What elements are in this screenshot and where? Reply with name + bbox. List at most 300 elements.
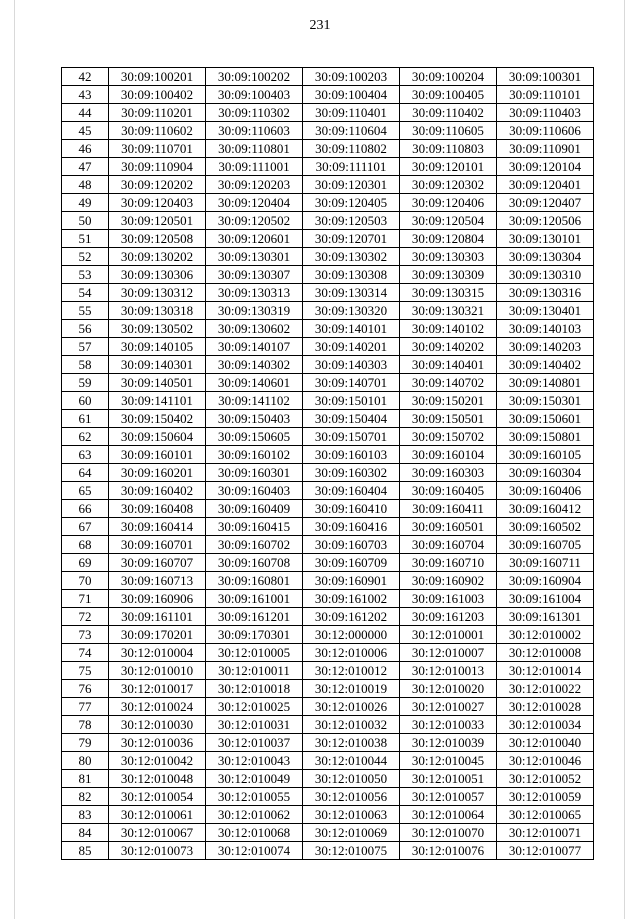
cadastral-code-cell: 30:12:010048: [109, 770, 206, 788]
cadastral-code-cell: 30:12:010028: [497, 698, 594, 716]
cadastral-code-cell: 30:09:120403: [109, 194, 206, 212]
row-number-cell: 51: [62, 230, 109, 248]
cadastral-code-cell: 30:12:010031: [206, 716, 303, 734]
table-row: [62, 122, 594, 140]
cadastral-code-cell: 30:09:111001: [206, 158, 303, 176]
cadastral-code-cell: 30:09:110803: [400, 140, 497, 158]
cadastral-code-cell: 30:12:010069: [303, 824, 400, 842]
cadastral-code-cell: 30:09:160304: [497, 464, 594, 482]
cadastral-code-cell: 30:09:120502: [206, 212, 303, 230]
table-row: [62, 464, 594, 482]
cadastral-code-cell: 30:09:120504: [400, 212, 497, 230]
cadastral-code-cell: 30:09:160704: [400, 536, 497, 554]
cadastral-code-cell: 30:12:010070: [400, 824, 497, 842]
cadastral-code-cell: 30:09:130304: [497, 248, 594, 266]
cadastral-code-cell: 30:09:110603: [206, 122, 303, 140]
table-row: [62, 68, 594, 86]
cadastral-code-cell: 30:12:010013: [400, 662, 497, 680]
cadastral-code-cell: 30:12:010057: [400, 788, 497, 806]
cadastral-code-cell: 30:09:160711: [497, 554, 594, 572]
cadastral-code-cell: 30:09:140801: [497, 374, 594, 392]
row-number-cell: 78: [62, 716, 109, 734]
cadastral-code-cell: 30:12:010065: [497, 806, 594, 824]
row-number-cell: 66: [62, 500, 109, 518]
cadastral-code-cell: 30:09:130314: [303, 284, 400, 302]
table-row: [62, 302, 594, 320]
cadastral-code-cell: 30:09:140401: [400, 356, 497, 374]
table-row: [62, 140, 594, 158]
cadastral-code-cell: 30:09:110701: [109, 140, 206, 158]
cadastral-code-cell: 30:12:010004: [109, 644, 206, 662]
row-number-cell: 65: [62, 482, 109, 500]
table-row: [62, 266, 594, 284]
cadastral-code-cell: 30:09:150404: [303, 410, 400, 428]
row-number-cell: 73: [62, 626, 109, 644]
cadastral-code-cell: 30:09:130306: [109, 266, 206, 284]
cadastral-code-cell: 30:09:130309: [400, 266, 497, 284]
cadastral-code-cell: 30:09:160411: [400, 500, 497, 518]
cadastral-code-cell: 30:09:140701: [303, 374, 400, 392]
table-row: [62, 356, 594, 374]
cadastral-code-cell: 30:12:010017: [109, 680, 206, 698]
cadastral-code-cell: 30:12:010062: [206, 806, 303, 824]
row-number-cell: 60: [62, 392, 109, 410]
row-number-cell: 55: [62, 302, 109, 320]
row-number-cell: 85: [62, 842, 109, 860]
cadastral-code-cell: 30:09:120701: [303, 230, 400, 248]
table-row: [62, 482, 594, 500]
cadastral-code-cell: 30:09:140202: [400, 338, 497, 356]
cadastral-code-cell: 30:09:110402: [400, 104, 497, 122]
cadastral-code-cell: 30:12:010063: [303, 806, 400, 824]
cadastral-code-cell: 30:09:100402: [109, 86, 206, 104]
cadastral-code-cell: 30:12:010039: [400, 734, 497, 752]
cadastral-code-cell: 30:09:130312: [109, 284, 206, 302]
cadastral-code-cell: 30:09:140105: [109, 338, 206, 356]
cadastral-code-cell: 30:09:111101: [303, 158, 400, 176]
cadastral-code-cell: 30:12:010033: [400, 716, 497, 734]
cadastral-code-cell: 30:09:160901: [303, 572, 400, 590]
row-number-cell: 57: [62, 338, 109, 356]
cadastral-code-cell: 30:09:161203: [400, 608, 497, 626]
cadastral-code-cell: 30:12:010076: [400, 842, 497, 860]
table-row: [62, 86, 594, 104]
cadastral-code-cell: 30:09:160406: [497, 482, 594, 500]
table-row: [62, 374, 594, 392]
cadastral-code-cell: 30:12:010075: [303, 842, 400, 860]
cadastral-code-cell: 30:12:010052: [497, 770, 594, 788]
cadastral-code-cell: 30:09:130318: [109, 302, 206, 320]
cadastral-code-cell: 30:09:130202: [109, 248, 206, 266]
cadastral-code-cell: 30:12:010077: [497, 842, 594, 860]
cadastral-code-cell: 30:09:160402: [109, 482, 206, 500]
cadastral-code-cell: 30:09:130307: [206, 266, 303, 284]
cadastral-code-cell: 30:09:100202: [206, 68, 303, 86]
cadastral-code-cell: 30:09:160710: [400, 554, 497, 572]
cadastral-code-cell: 30:12:010030: [109, 716, 206, 734]
cadastral-code-cell: 30:09:160414: [109, 518, 206, 536]
cadastral-code-cell: 30:12:010037: [206, 734, 303, 752]
cadastral-code-cell: 30:12:010046: [497, 752, 594, 770]
cadastral-code-cell: 30:09:100204: [400, 68, 497, 86]
cadastral-code-cell: 30:12:010001: [400, 626, 497, 644]
table-row: [62, 734, 594, 752]
table-row: [62, 590, 594, 608]
cadastral-code-cell: 30:09:150301: [497, 392, 594, 410]
table-row: [62, 806, 594, 824]
table-row: [62, 500, 594, 518]
cadastral-code-cell: 30:09:170201: [109, 626, 206, 644]
page-number: 231: [309, 18, 331, 33]
cadastral-code-cell: 30:09:160405: [400, 482, 497, 500]
cadastral-code-cell: 30:12:010022: [497, 680, 594, 698]
cadastral-code-cell: 30:09:160410: [303, 500, 400, 518]
table-row: [62, 194, 594, 212]
table-row: [62, 554, 594, 572]
cadastral-code-cell: 30:12:010045: [400, 752, 497, 770]
cadastral-code-cell: 30:09:160201: [109, 464, 206, 482]
cadastral-code-cell: 30:09:140201: [303, 338, 400, 356]
cadastral-code-cell: 30:09:160408: [109, 500, 206, 518]
cadastral-code-cell: 30:09:130602: [206, 320, 303, 338]
cadastral-code-cell: 30:12:010019: [303, 680, 400, 698]
cadastral-code-cell: 30:09:130319: [206, 302, 303, 320]
cadastral-code-cell: 30:09:150605: [206, 428, 303, 446]
cadastral-code-cell: 30:09:110901: [497, 140, 594, 158]
cadastral-code-cell: 30:09:120601: [206, 230, 303, 248]
cadastral-code-cell: 30:09:161202: [303, 608, 400, 626]
row-number-cell: 81: [62, 770, 109, 788]
row-number-cell: 62: [62, 428, 109, 446]
row-number-cell: 64: [62, 464, 109, 482]
row-number-cell: 72: [62, 608, 109, 626]
cadastral-code-cell: 30:09:130320: [303, 302, 400, 320]
cadastral-code-cell: 30:12:010056: [303, 788, 400, 806]
row-number-cell: 45: [62, 122, 109, 140]
cadastral-code-cell: 30:09:100301: [497, 68, 594, 86]
cadastral-code-cell: 30:09:130303: [400, 248, 497, 266]
cadastral-code-cell: 30:09:130321: [400, 302, 497, 320]
cadastral-code-cell: 30:09:161301: [497, 608, 594, 626]
cadastral-code-cell: 30:09:140107: [206, 338, 303, 356]
cadastral-table-container: [61, 67, 594, 860]
cadastral-code-cell: 30:09:110904: [109, 158, 206, 176]
scan-edge-mark: [14, 0, 15, 919]
cadastral-code-cell: 30:12:010051: [400, 770, 497, 788]
cadastral-code-cell: 30:09:140702: [400, 374, 497, 392]
cadastral-code-cell: 30:09:130315: [400, 284, 497, 302]
cadastral-code-cell: 30:09:120302: [400, 176, 497, 194]
row-number-cell: 67: [62, 518, 109, 536]
table-row: [62, 536, 594, 554]
cadastral-code-cell: 30:12:010043: [206, 752, 303, 770]
cadastral-code-cell: 30:12:000000: [303, 626, 400, 644]
row-number-cell: 79: [62, 734, 109, 752]
cadastral-code-cell: 30:09:110802: [303, 140, 400, 158]
cadastral-code-cell: 30:09:160104: [400, 446, 497, 464]
cadastral-code-cell: 30:09:130308: [303, 266, 400, 284]
row-number-cell: 76: [62, 680, 109, 698]
row-number-cell: 48: [62, 176, 109, 194]
cadastral-code-cell: 30:12:010032: [303, 716, 400, 734]
scan-edge-mark: [624, 0, 625, 919]
cadastral-code-cell: 30:09:160902: [400, 572, 497, 590]
row-number-cell: 47: [62, 158, 109, 176]
cadastral-code-cell: 30:09:160904: [497, 572, 594, 590]
cadastral-code-cell: 30:09:120405: [303, 194, 400, 212]
table-row: [62, 626, 594, 644]
cadastral-code-cell: 30:09:120203: [206, 176, 303, 194]
cadastral-code-cell: 30:09:130301: [206, 248, 303, 266]
cadastral-code-cell: 30:09:110605: [400, 122, 497, 140]
cadastral-code-cell: 30:12:010067: [109, 824, 206, 842]
cadastral-code-cell: 30:09:150403: [206, 410, 303, 428]
table-row: [62, 770, 594, 788]
table-row: [62, 338, 594, 356]
row-number-cell: 42: [62, 68, 109, 86]
cadastral-code-cell: 30:09:160101: [109, 446, 206, 464]
cadastral-code-cell: 30:09:160404: [303, 482, 400, 500]
cadastral-code-cell: 30:12:010006: [303, 644, 400, 662]
cadastral-code-cell: 30:12:010020: [400, 680, 497, 698]
cadastral-code-cell: 30:09:140101: [303, 320, 400, 338]
cadastral-code-cell: 30:12:010005: [206, 644, 303, 662]
cadastral-code-cell: 30:12:010011: [206, 662, 303, 680]
row-number-cell: 46: [62, 140, 109, 158]
cadastral-code-cell: 30:09:130316: [497, 284, 594, 302]
cadastral-code-cell: 30:12:010059: [497, 788, 594, 806]
cadastral-code-cell: 30:09:161002: [303, 590, 400, 608]
row-number-cell: 82: [62, 788, 109, 806]
cadastral-code-cell: 30:12:010061: [109, 806, 206, 824]
cadastral-code-cell: 30:09:150101: [303, 392, 400, 410]
row-number-cell: 50: [62, 212, 109, 230]
cadastral-code-cell: 30:09:150501: [400, 410, 497, 428]
cadastral-code-cell: 30:09:160415: [206, 518, 303, 536]
cadastral-code-cell: 30:09:160707: [109, 554, 206, 572]
table-row: [62, 104, 594, 122]
cadastral-code-cell: 30:09:140601: [206, 374, 303, 392]
row-number-cell: 75: [62, 662, 109, 680]
cadastral-code-cell: 30:09:160703: [303, 536, 400, 554]
row-number-cell: 68: [62, 536, 109, 554]
cadastral-code-cell: 30:09:110602: [109, 122, 206, 140]
cadastral-code-cell: 30:12:010044: [303, 752, 400, 770]
row-number-cell: 61: [62, 410, 109, 428]
row-number-cell: 49: [62, 194, 109, 212]
cadastral-code-cell: 30:09:141101: [109, 392, 206, 410]
cadastral-code-cell: 30:12:010026: [303, 698, 400, 716]
table-row: [62, 824, 594, 842]
row-number-cell: 77: [62, 698, 109, 716]
cadastral-code-cell: 30:09:130302: [303, 248, 400, 266]
cadastral-code-cell: 30:09:120804: [400, 230, 497, 248]
cadastral-code-cell: 30:09:120104: [497, 158, 594, 176]
cadastral-code-cell: 30:09:110606: [497, 122, 594, 140]
cadastral-code-cell: 30:09:140301: [109, 356, 206, 374]
cadastral-code-cell: 30:09:160301: [206, 464, 303, 482]
cadastral-code-cell: 30:09:160303: [400, 464, 497, 482]
cadastral-code-cell: 30:12:010040: [497, 734, 594, 752]
table-row: [62, 752, 594, 770]
cadastral-code-cell: 30:12:010068: [206, 824, 303, 842]
cadastral-code-cell: 30:12:010010: [109, 662, 206, 680]
cadastral-code-cell: 30:09:110604: [303, 122, 400, 140]
table-row: [62, 320, 594, 338]
cadastral-code-cell: 30:09:120407: [497, 194, 594, 212]
cadastral-code-cell: 30:09:150201: [400, 392, 497, 410]
table-row: [62, 662, 594, 680]
table-row: [62, 644, 594, 662]
cadastral-code-cell: 30:09:130313: [206, 284, 303, 302]
cadastral-code-cell: 30:09:161201: [206, 608, 303, 626]
cadastral-code-cell: 30:12:010071: [497, 824, 594, 842]
cadastral-code-cell: 30:12:010034: [497, 716, 594, 734]
cadastral-code-cell: 30:09:160713: [109, 572, 206, 590]
cadastral-code-cell: 30:09:120404: [206, 194, 303, 212]
cadastral-code-cell: 30:09:130101: [497, 230, 594, 248]
cadastral-code-cell: 30:09:120202: [109, 176, 206, 194]
row-number-cell: 80: [62, 752, 109, 770]
cadastral-code-cell: 30:09:120501: [109, 212, 206, 230]
table-row: [62, 716, 594, 734]
cadastral-code-cell: 30:12:010036: [109, 734, 206, 752]
cadastral-code-cell: 30:09:161003: [400, 590, 497, 608]
row-number-cell: 56: [62, 320, 109, 338]
cadastral-code-cell: 30:09:160403: [206, 482, 303, 500]
table-row: [62, 698, 594, 716]
row-number-cell: 83: [62, 806, 109, 824]
cadastral-code-cell: 30:09:170301: [206, 626, 303, 644]
cadastral-code-cell: 30:09:150604: [109, 428, 206, 446]
cadastral-code-cell: 30:09:120506: [497, 212, 594, 230]
row-number-cell: 54: [62, 284, 109, 302]
cadastral-code-cell: 30:09:161101: [109, 608, 206, 626]
cadastral-code-cell: 30:09:140203: [497, 338, 594, 356]
table-row: [62, 248, 594, 266]
cadastral-code-cell: 30:09:120401: [497, 176, 594, 194]
cadastral-code-cell: 30:09:160102: [206, 446, 303, 464]
table-row: [62, 212, 594, 230]
cadastral-code-cell: 30:12:010012: [303, 662, 400, 680]
cadastral-code-cell: 30:09:120406: [400, 194, 497, 212]
table-row: [62, 158, 594, 176]
cadastral-code-cell: 30:09:120301: [303, 176, 400, 194]
cadastral-code-cell: 30:09:160502: [497, 518, 594, 536]
cadastral-code-cell: 30:09:100201: [109, 68, 206, 86]
cadastral-code-cell: 30:09:100203: [303, 68, 400, 86]
cadastral-code-cell: 30:09:150601: [497, 410, 594, 428]
cadastral-code-cell: 30:09:120101: [400, 158, 497, 176]
row-number-cell: 53: [62, 266, 109, 284]
cadastral-code-cell: 30:09:100404: [303, 86, 400, 104]
cadastral-code-cell: 30:09:120503: [303, 212, 400, 230]
cadastral-code-cell: 30:12:010073: [109, 842, 206, 860]
cadastral-code-cell: 30:09:160302: [303, 464, 400, 482]
table-row: [62, 392, 594, 410]
cadastral-code-cell: 30:09:160702: [206, 536, 303, 554]
cadastral-code-cell: 30:12:010042: [109, 752, 206, 770]
cadastral-code-cell: 30:09:160708: [206, 554, 303, 572]
table-row: [62, 608, 594, 626]
cadastral-code-cell: 30:09:140402: [497, 356, 594, 374]
cadastral-code-cell: 30:12:010054: [109, 788, 206, 806]
row-number-cell: 70: [62, 572, 109, 590]
cadastral-code-cell: 30:09:130502: [109, 320, 206, 338]
cadastral-code-cell: 30:09:150702: [400, 428, 497, 446]
cadastral-code-cell: 30:09:160409: [206, 500, 303, 518]
row-number-cell: 59: [62, 374, 109, 392]
cadastral-code-cell: 30:12:010049: [206, 770, 303, 788]
cadastral-code-cell: 30:09:160103: [303, 446, 400, 464]
cadastral-code-cell: 30:09:161004: [497, 590, 594, 608]
cadastral-code-cell: 30:09:140303: [303, 356, 400, 374]
cadastral-code-cell: 30:09:110403: [497, 104, 594, 122]
cadastral-code-cell: 30:12:010002: [497, 626, 594, 644]
row-number-cell: 71: [62, 590, 109, 608]
cadastral-code-cell: 30:09:150701: [303, 428, 400, 446]
row-number-cell: 58: [62, 356, 109, 374]
table-row: [62, 518, 594, 536]
cadastral-code-cell: 30:09:160801: [206, 572, 303, 590]
cadastral-code-cell: 30:12:010007: [400, 644, 497, 662]
cadastral-code-cell: 30:09:140302: [206, 356, 303, 374]
row-number-cell: 84: [62, 824, 109, 842]
cadastral-code-cell: 30:09:160416: [303, 518, 400, 536]
table-row: [62, 176, 594, 194]
table-row: [62, 230, 594, 248]
cadastral-code-cell: 30:09:110101: [497, 86, 594, 104]
cadastral-code-cell: 30:09:140103: [497, 320, 594, 338]
cadastral-code-cell: 30:12:010024: [109, 698, 206, 716]
cadastral-code-cell: 30:12:010008: [497, 644, 594, 662]
cadastral-code-cell: 30:12:010027: [400, 698, 497, 716]
cadastral-code-cell: 30:12:010050: [303, 770, 400, 788]
cadastral-code-cell: 30:09:130401: [497, 302, 594, 320]
row-number-cell: 44: [62, 104, 109, 122]
cadastral-code-cell: 30:09:110302: [206, 104, 303, 122]
cadastral-code-cell: 30:09:161001: [206, 590, 303, 608]
table-row: [62, 284, 594, 302]
table-row: [62, 788, 594, 806]
cadastral-code-cell: 30:09:140102: [400, 320, 497, 338]
table-row: [62, 842, 594, 860]
cadastral-code-cell: 30:12:010064: [400, 806, 497, 824]
table-row: [62, 410, 594, 428]
cadastral-quarters-table: [61, 67, 594, 860]
cadastral-code-cell: 30:09:160105: [497, 446, 594, 464]
cadastral-code-cell: 30:09:110801: [206, 140, 303, 158]
cadastral-code-cell: 30:12:010014: [497, 662, 594, 680]
table-row: [62, 428, 594, 446]
cadastral-code-cell: 30:12:010055: [206, 788, 303, 806]
table-row: [62, 572, 594, 590]
row-number-cell: 69: [62, 554, 109, 572]
row-number-cell: 43: [62, 86, 109, 104]
cadastral-code-cell: 30:09:100405: [400, 86, 497, 104]
row-number-cell: 63: [62, 446, 109, 464]
cadastral-code-cell: 30:09:141102: [206, 392, 303, 410]
cadastral-code-cell: 30:09:120508: [109, 230, 206, 248]
cadastral-code-cell: 30:09:150801: [497, 428, 594, 446]
cadastral-code-cell: 30:12:010074: [206, 842, 303, 860]
table-row: [62, 446, 594, 464]
cadastral-code-cell: 30:12:010038: [303, 734, 400, 752]
cadastral-code-cell: 30:09:160906: [109, 590, 206, 608]
table-row: [62, 680, 594, 698]
cadastral-code-cell: 30:09:160701: [109, 536, 206, 554]
cadastral-code-cell: 30:09:160412: [497, 500, 594, 518]
